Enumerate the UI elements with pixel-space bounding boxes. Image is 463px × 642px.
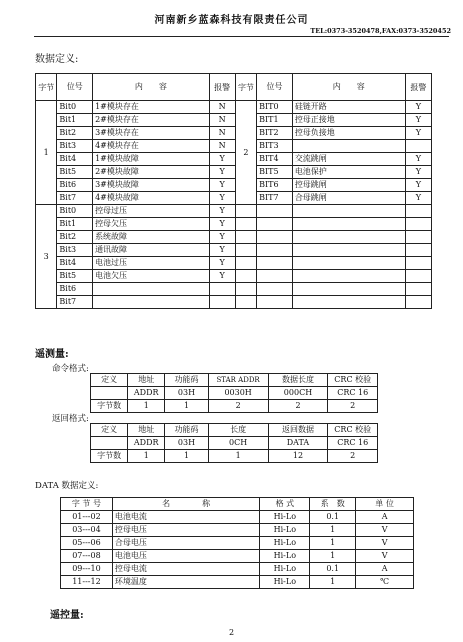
empty-cell (405, 296, 431, 309)
cmd-bytes-label: 字节数 (91, 400, 128, 413)
cmd-value: ADDR (128, 387, 165, 400)
cmd-header: STAR ADDR (208, 374, 268, 387)
table-row-alarm: Y (209, 166, 235, 179)
table-row-unit: A (356, 511, 414, 524)
table-row-content: 3#模块故障 (93, 179, 210, 192)
ret-byte: 2 (328, 450, 378, 463)
ret-value-blank (91, 437, 128, 450)
ret-header: 长度 (208, 424, 268, 437)
data-definition-table (35, 73, 432, 309)
table-row-alarm: Y (405, 179, 431, 192)
table-row-content: 2#模块存在 (93, 114, 210, 127)
table-row-bit: BIT0 (257, 101, 293, 114)
table-row-format: Hi-Lo (260, 524, 310, 537)
ret-value: DATA (268, 437, 328, 450)
ret-bytes-label: 字节数 (91, 450, 128, 463)
table-row-bit: Bit0 (57, 101, 93, 114)
header-bit-left: 位号 (57, 74, 93, 101)
table-row-bytes: 07---08 (61, 550, 113, 563)
table-row-bytes: 05---06 (61, 537, 113, 550)
cmd-value: 0030H (208, 387, 268, 400)
table-row-content: 控母正接地 (292, 114, 405, 127)
data-header: 名 称 (112, 498, 260, 511)
table-row-format: Hi-Lo (260, 563, 310, 576)
table-row-content (93, 283, 210, 296)
table-row-name: 电池电流 (112, 511, 260, 524)
return-format-label: 返回格式: (52, 414, 89, 424)
table-row-content: 2#模块故障 (93, 166, 210, 179)
empty-cell (292, 257, 405, 270)
empty-cell (292, 296, 405, 309)
table-row-bit: Bit6 (57, 179, 93, 192)
empty-cell (292, 270, 405, 283)
byte-3-cell: 3 (36, 205, 57, 309)
header-byte-left: 字节 (36, 74, 57, 101)
empty-cell (235, 270, 256, 283)
table-row-content: 控母跳闸 (292, 179, 405, 192)
ret-header: 功能码 (165, 424, 208, 437)
table-row-bit: Bit1 (57, 218, 93, 231)
empty-cell (405, 244, 431, 257)
table-row-bit: Bit7 (57, 192, 93, 205)
table-row-alarm: Y (405, 192, 431, 205)
empty-cell (257, 296, 293, 309)
contact-info: TEL:0373-3520478,FAX:0373-3520452 (310, 27, 451, 35)
byte-1-cell: 1 (36, 101, 57, 205)
table-row-bit: Bit0 (57, 205, 93, 218)
table-row-name: 控母电流 (112, 563, 260, 576)
table-row-bit: Bit7 (57, 296, 93, 309)
table-row-bit: Bit5 (57, 270, 93, 283)
byte-2-cell: 2 (235, 101, 256, 205)
data-header: 格 式 (260, 498, 310, 511)
table-row-alarm: N (209, 114, 235, 127)
ret-value: ADDR (128, 437, 165, 450)
data-definition-subtitle: DATA 数据定义: (35, 481, 99, 491)
empty-cell (405, 205, 431, 218)
table-row-alarm: N (209, 140, 235, 153)
table-row-coef: 0.1 (310, 511, 356, 524)
table-row-alarm: Y (209, 205, 235, 218)
empty-cell (292, 244, 405, 257)
table-row-bytes: 11---12 (61, 576, 113, 589)
data-header: 单 位 (356, 498, 414, 511)
table-row-bit: BIT1 (257, 114, 293, 127)
empty-cell (257, 218, 293, 231)
table-row-bit: BIT7 (257, 192, 293, 205)
table-row-bit: BIT6 (257, 179, 293, 192)
cmd-byte: 2 (268, 400, 328, 413)
header-alarm-left: 报警 (209, 74, 235, 101)
empty-cell (292, 218, 405, 231)
table-row-unit: V (356, 524, 414, 537)
cmd-value-blank (91, 387, 128, 400)
table-row-format: Hi-Lo (260, 550, 310, 563)
table-row-alarm: Y (209, 192, 235, 205)
table-row-name: 控母电压 (112, 524, 260, 537)
empty-cell (257, 244, 293, 257)
data-header: 系 数 (310, 498, 356, 511)
table-row-coef: 1 (310, 550, 356, 563)
table-row-name: 合母电压 (112, 537, 260, 550)
table-row-alarm: Y (405, 101, 431, 114)
page-number: 2 (228, 628, 235, 637)
table-row-alarm: Y (405, 114, 431, 127)
header-bit-right: 位号 (257, 74, 293, 101)
empty-cell (235, 244, 256, 257)
empty-cell (257, 270, 293, 283)
table-row-alarm: Y (209, 231, 235, 244)
table-row-alarm: N (209, 127, 235, 140)
empty-cell (235, 296, 256, 309)
table-row-coef: 1 (310, 524, 356, 537)
table-row-alarm (405, 140, 431, 153)
table-row-bytes: 03---04 (61, 524, 113, 537)
table-row-alarm: N (209, 101, 235, 114)
table-row-alarm: Y (209, 244, 235, 257)
table-row-content: 电池过压 (93, 257, 210, 270)
table-row-bit: Bit5 (57, 166, 93, 179)
table-row-unit: V (356, 550, 414, 563)
table-row-format: Hi-Lo (260, 537, 310, 550)
table-row-alarm (209, 296, 235, 309)
table-row-content: 系统故障 (93, 231, 210, 244)
empty-cell (235, 231, 256, 244)
company-name: 河南新乡蓝森科技有限责任公司 (154, 15, 309, 26)
ret-header: CRC 校验 (328, 424, 378, 437)
table-row-bit: BIT3 (257, 140, 293, 153)
cmd-header: CRC 校验 (328, 374, 378, 387)
table-row-alarm: Y (405, 166, 431, 179)
table-row-content: 电池保护 (292, 166, 405, 179)
table-row-coef: 1 (310, 537, 356, 550)
data-field-table (60, 497, 414, 589)
ret-value: CRC 16 (328, 437, 378, 450)
empty-cell (257, 231, 293, 244)
table-row-unit: ℃ (356, 576, 414, 589)
table-row-coef: 1 (310, 576, 356, 589)
cmd-value: 000CH (268, 387, 328, 400)
table-row-bytes: 09---10 (61, 563, 113, 576)
cmd-header: 定义 (91, 374, 128, 387)
header-rule (34, 36, 449, 37)
cmd-byte: 1 (128, 400, 165, 413)
table-row-bit: Bit3 (57, 244, 93, 257)
cmd-value: CRC 16 (328, 387, 378, 400)
telemetry-title: 遥测量: (35, 349, 69, 360)
table-row-bit: BIT4 (257, 153, 293, 166)
table-row-format: Hi-Lo (260, 511, 310, 524)
table-row-content: 1#模块存在 (93, 101, 210, 114)
table-row-bit: Bit6 (57, 283, 93, 296)
table-row-alarm: Y (209, 218, 235, 231)
ret-byte: 1 (128, 450, 165, 463)
ret-byte: 1 (165, 450, 208, 463)
table-row-content: 4#模块故障 (93, 192, 210, 205)
empty-cell (235, 283, 256, 296)
ret-byte: 1 (208, 450, 268, 463)
table-row-bit: BIT5 (257, 166, 293, 179)
cmd-header: 数据长度 (268, 374, 328, 387)
data-header: 字 节 号 (61, 498, 113, 511)
table-row-bit: Bit4 (57, 153, 93, 166)
table-row-bit: Bit1 (57, 114, 93, 127)
cmd-byte: 2 (208, 400, 268, 413)
empty-cell (292, 283, 405, 296)
table-row-content: 硅链开路 (292, 101, 405, 114)
table-row-bit: BIT2 (257, 127, 293, 140)
table-row-coef: 0.1 (310, 563, 356, 576)
table-row-content (93, 296, 210, 309)
ret-byte: 12 (268, 450, 328, 463)
empty-cell (405, 283, 431, 296)
header-content-left: 内 容 (93, 74, 210, 101)
empty-cell (405, 231, 431, 244)
table-row-content: 电池欠压 (93, 270, 210, 283)
cmd-byte: 2 (328, 400, 378, 413)
table-row-bit: Bit3 (57, 140, 93, 153)
table-row-content: 控母过压 (93, 205, 210, 218)
empty-cell (292, 231, 405, 244)
table-row-alarm: Y (405, 153, 431, 166)
table-row-content: 交流跳闸 (292, 153, 405, 166)
table-row-content: 控母欠压 (93, 218, 210, 231)
empty-cell (235, 218, 256, 231)
command-format-table (90, 373, 378, 413)
ret-header: 定义 (91, 424, 128, 437)
table-row-alarm: Y (209, 270, 235, 283)
empty-cell (235, 205, 256, 218)
remote-control-title: 遥控量: (50, 610, 84, 621)
header-content-right: 内 容 (292, 74, 405, 101)
empty-cell (257, 205, 293, 218)
cmd-byte: 1 (165, 400, 208, 413)
table-row-bit: Bit2 (57, 127, 93, 140)
cmd-value: 03H (165, 387, 208, 400)
empty-cell (405, 270, 431, 283)
table-row-format: Hi-Lo (260, 576, 310, 589)
table-row-name: 电池电压 (112, 550, 260, 563)
ret-header: 地址 (128, 424, 165, 437)
table-row-content: 3#模块存在 (93, 127, 210, 140)
table-row-unit: A (356, 563, 414, 576)
empty-cell (235, 257, 256, 270)
data-definition-title: 数据定义: (35, 54, 79, 65)
table-row-content: 合母跳闸 (292, 192, 405, 205)
table-row-content: 控母负接地 (292, 127, 405, 140)
empty-cell (292, 205, 405, 218)
empty-cell (405, 257, 431, 270)
ret-header: 返回数据 (268, 424, 328, 437)
header-byte-right: 字节 (235, 74, 256, 101)
table-row-alarm: Y (209, 179, 235, 192)
ret-value: 0CH (208, 437, 268, 450)
table-row-content (292, 140, 405, 153)
table-row-bit: Bit2 (57, 231, 93, 244)
command-format-label: 命令格式: (52, 364, 89, 374)
table-row-alarm: Y (209, 257, 235, 270)
table-row-bit: Bit4 (57, 257, 93, 270)
empty-cell (257, 283, 293, 296)
cmd-header: 地址 (128, 374, 165, 387)
table-row-content: 1#模块故障 (93, 153, 210, 166)
return-format-table (90, 423, 378, 463)
ret-value: 03H (165, 437, 208, 450)
cmd-header: 功能码 (165, 374, 208, 387)
header-alarm-right: 报警 (405, 74, 431, 101)
table-row-alarm: Y (209, 153, 235, 166)
table-row-name: 环境温度 (112, 576, 260, 589)
empty-cell (257, 257, 293, 270)
table-row-content: 4#模块存在 (93, 140, 210, 153)
table-row-alarm: Y (405, 127, 431, 140)
table-row-unit: V (356, 537, 414, 550)
table-row-alarm (209, 283, 235, 296)
table-row-bytes: 01---02 (61, 511, 113, 524)
table-row-content: 通讯故障 (93, 244, 210, 257)
empty-cell (405, 218, 431, 231)
